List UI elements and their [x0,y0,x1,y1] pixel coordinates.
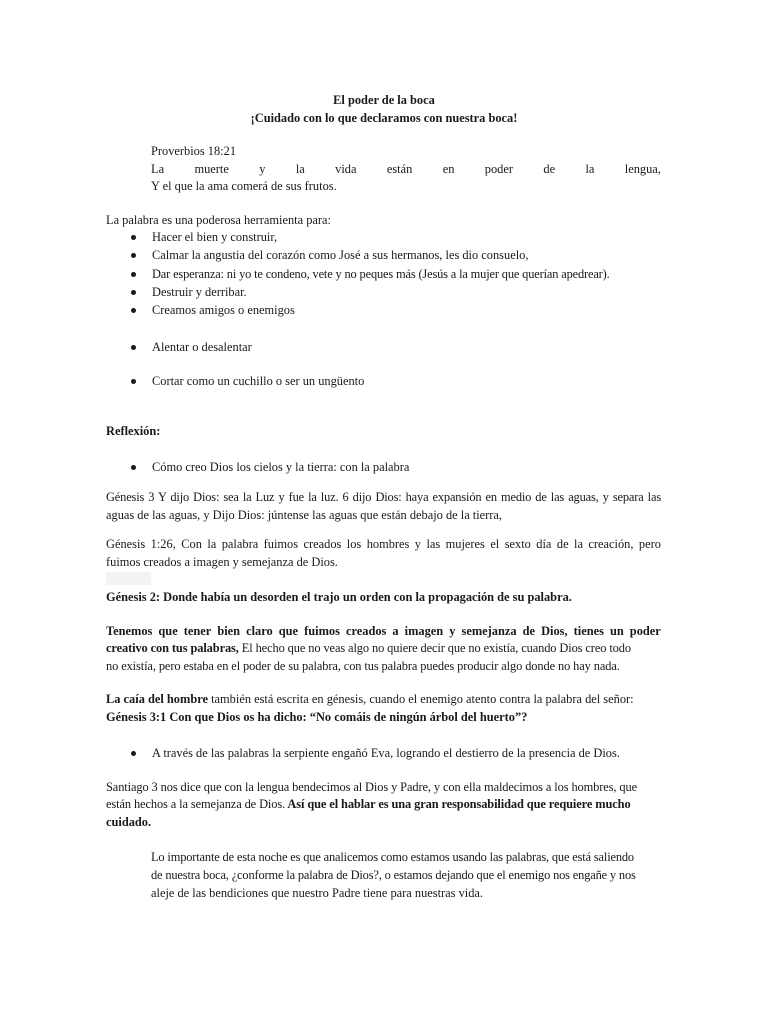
word: en [442,162,455,176]
word: la [207,537,217,551]
bullet-icon [131,253,136,258]
word: los [346,537,362,551]
word: 1:26, [150,537,176,551]
final-line-2: de nuestra boca, ¿conforme la palabra de Dios?, o estamos dejando que el enemigo nos engañe y nos [151,868,636,882]
tenemos-regular-part: El hecho que no veas algo no quiere decir que no existía, cuando Dios creo todo [238,641,631,655]
santiago-line-3: cuidado. [106,815,152,829]
word: fuimos [304,624,340,638]
bullet-icon [131,465,136,470]
list-item: Calmar la angustia del corazón como José a sus hermanos, les dio consuelo, [152,248,529,262]
highlight-block [106,572,151,585]
word: lengua, [624,162,661,176]
list-item: Cortar como un cuchillo o ser un ungüento [152,374,365,388]
tenemos-line-1 [106,622,661,640]
word: que [158,624,178,638]
genesis2-text: Génesis 2: Donde había un desorden el trajo un orden con la propagación de su palabra. [106,590,572,604]
caida-bold-part: La caía del hombre [106,692,208,706]
word: tienes [573,624,604,638]
list-item: Hacer el bien y construir, [152,230,278,244]
bullet-icon [131,272,136,277]
word: que [278,624,299,638]
word: de [556,537,569,551]
word: pero [638,537,661,551]
genesis3-line-1: Génesis 3 Y dijo Dios: sea la Luz y fue la luz. 6 dijo Dios: haya expansión en medio de las aguas, y separa las [106,490,661,504]
word: de [522,624,536,638]
genesis126-line-2: fuimos creados a imagen y semejanza de Dios. [106,555,338,569]
genesis126-line-1 [106,535,661,553]
word: Tenemos [106,624,153,638]
word: vida [335,162,357,176]
santiago-line-1: Santiago 3 nos dice que con la lengua bendecimos al Dios y Padre, y con ella maldecimos a los hombres, que [106,780,638,794]
tenemos-bold-part: creativo con tus palabras, [106,641,239,655]
word: la [295,162,305,176]
list-item: Dar esperanza: ni yo te condeno, vete y no peques más (Jesús a la mujer que querían apedrear). [152,267,610,281]
bullet-icon [131,751,136,756]
word: de [543,162,556,176]
document-title: El poder de la boca [333,93,435,107]
reflexion-heading: Reflexión: [106,424,161,438]
list-item: Cómo creo Dios los cielos y la tierra: con la palabra [152,460,410,474]
caida-regular-part: también está escrita en génesis, cuando el enemigo atento contra la palabra del señor: [208,692,634,706]
word: palabra [221,537,259,551]
tenemos-line-3: no existía, pero estaba en el poder de su palabra, con tus palabra puedes producir algo donde no hay nada. [106,659,620,673]
verse-reference: Proverbios 18:21 [151,144,237,158]
word: y [414,537,421,551]
word: claro [246,624,273,638]
word: creados [345,624,387,638]
word: sexto [504,537,531,551]
santiago-line-2 [106,795,631,813]
tenemos-line-2 [106,639,631,657]
list-item: Destruir y derribar. [152,285,247,299]
word: muerte [194,162,229,176]
word: bien [217,624,241,638]
intro-text: La palabra es una poderosa herramienta para: [106,213,331,227]
word: poder [629,624,661,638]
word: día [536,537,552,551]
list-item: Creamos amigos o enemigos [152,303,295,317]
word: Génesis [106,537,146,551]
word: las [426,537,441,551]
final-line-3: aleje de las bendiciones que nuestro Padre tiene para nuestras vida. [151,886,484,900]
verse-line-2: Y el que la ama comerá de sus frutos. [151,179,337,193]
word: un [609,624,624,638]
verse-line-1 [151,160,661,178]
word: mujeres [445,537,485,551]
bullet-icon [131,308,136,313]
bullet-icon [131,379,136,384]
list-item: A través de las palabras la serpiente engañó Eva, logrando el destierro de la presencia de Dios. [152,746,620,760]
genesis31-text: Génesis 3:1 Con que Dios os ha dicho: “No comáis de ningún árbol del huerto”? [106,710,528,724]
caida-line [106,690,634,708]
word: el [490,537,500,551]
word: tener [183,624,212,638]
genesis3-line-2: aguas de las aguas, y Dijo Dios: júntense las aguas que están debajo de la tierra, [106,508,503,522]
word: están [386,162,413,176]
word: semejanza [461,624,517,638]
word: a [392,624,399,638]
santiago-regular-part: están hechos a la semejanza de Dios. [106,797,286,811]
bullet-icon [131,235,136,240]
word: Dios, [541,624,568,638]
bullet-icon [131,290,136,295]
word: poder [484,162,513,176]
word: hombres [366,537,410,551]
santiago-bold-part: Así que el hablar es una gran responsabilidad que requiere mucho [285,797,631,811]
word: y [449,624,456,638]
word: la [574,537,583,551]
word: creación, [588,537,634,551]
final-line-1: Lo importante de esta noche es que analicemos como estamos usando las palabras, que está saliendo [151,850,634,864]
word: la [585,162,595,176]
document-subtitle: ¡Cuidado con lo que declaramos con nuestra boca! [250,111,518,125]
word: fuimos [263,537,299,551]
word: y [259,162,266,176]
list-item: Alentar o desalentar [152,340,252,354]
word: Con [181,537,202,551]
bullet-icon [131,345,136,350]
word: imagen [404,624,444,638]
word: La [151,162,165,176]
word: creados [303,537,342,551]
